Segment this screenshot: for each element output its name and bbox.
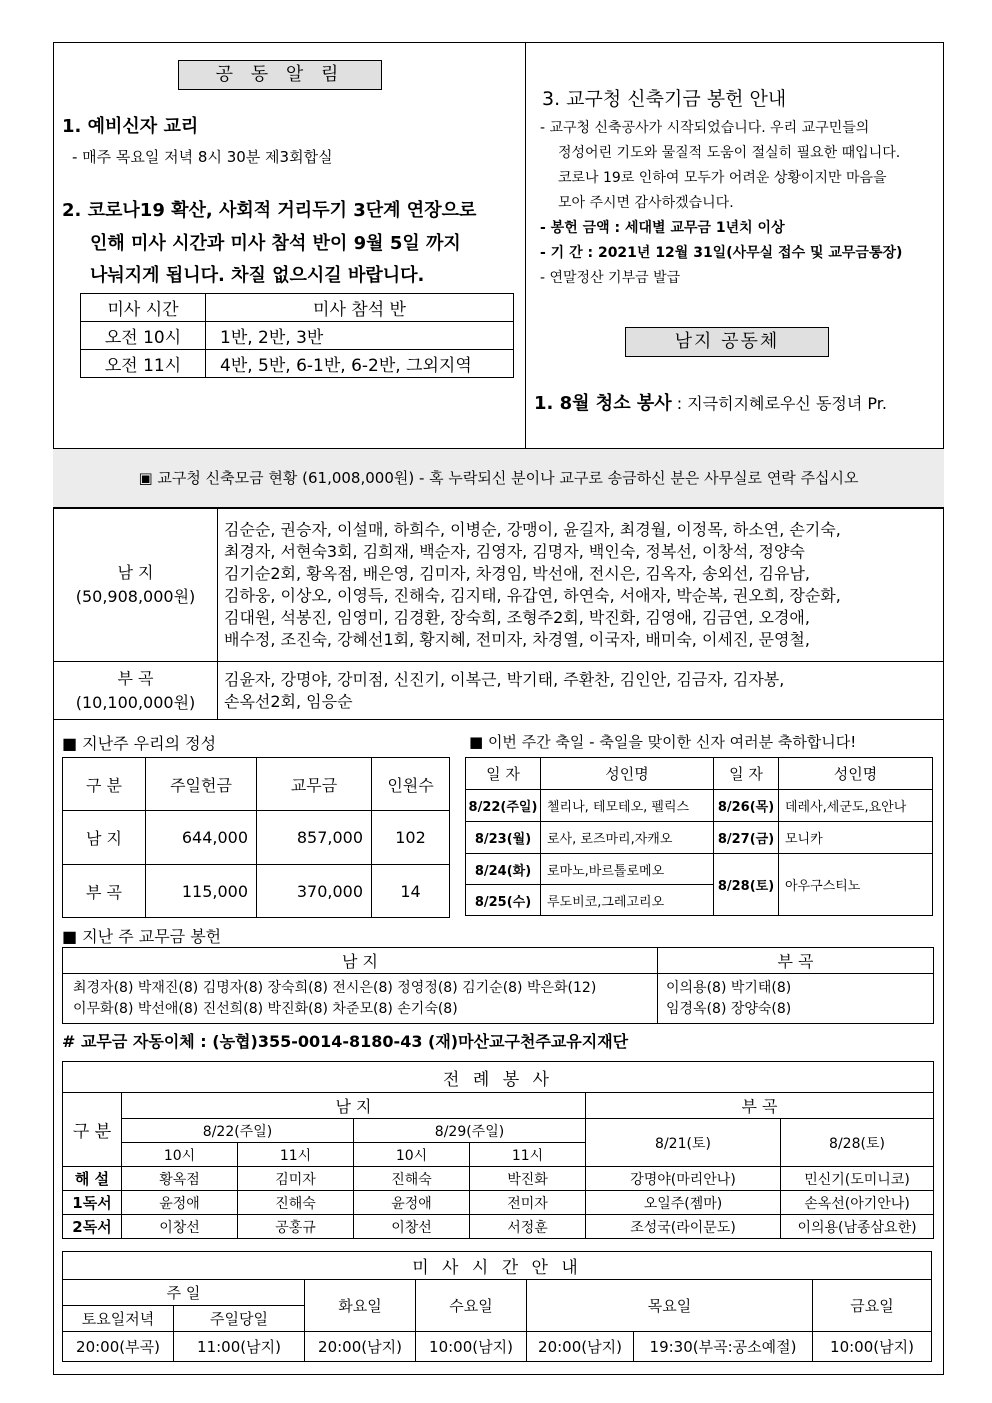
feast-saints: 데레사,세군도,요안나 <box>779 790 933 822</box>
liturgy-cell: 강명야(마리안나) <box>586 1167 781 1191</box>
feast-saints: 모니카 <box>779 822 933 854</box>
name-line: 최경자, 서현숙3회, 김희재, 백순자, 김영자, 김명자, 백인숙, 정복선, 이창석, 정양숙 <box>224 542 805 561</box>
liturgy-cell: 이의용(남종삼요한) <box>781 1215 934 1239</box>
feast-header: 성인명 <box>541 758 714 790</box>
dues-bugok-names <box>658 974 934 1024</box>
offering-header: 인원수 <box>372 758 450 811</box>
schedule-value: 20:00(남지) <box>305 1332 416 1362</box>
liturgy-role: 1독서 <box>63 1191 122 1215</box>
feast-header: 일 자 <box>466 758 541 790</box>
name-line: 김순순, 권승자, 이설매, 하희수, 이병순, 강맹이, 윤길자, 최경월, 이정목, 하소연, 손기숙, <box>224 520 841 539</box>
name-line: 손옥선2회, 임응순 <box>224 691 353 711</box>
dues-table <box>62 947 934 1024</box>
liturgy-cell: 박진화 <box>470 1167 586 1191</box>
schedule-table <box>62 1251 932 1362</box>
feast-date: 8/23(월) <box>466 822 541 854</box>
liturgy-cell: 김미자 <box>238 1167 354 1191</box>
feast-saints: 로사, 로즈마리,자캐오 <box>541 822 714 854</box>
schedule-sun-day: 주일당일 <box>174 1306 305 1332</box>
fund-namji-amount: (50,908,000원) <box>75 587 196 606</box>
schedule-title: 미 사 시 간 안 내 <box>63 1252 932 1280</box>
column-divider <box>525 42 526 448</box>
cleaning-service <box>534 389 887 415</box>
table-header: 미사 시간 <box>81 294 206 322</box>
offering-cell: 857,000 <box>257 811 372 865</box>
offering-cell: 14 <box>372 865 450 918</box>
dues-line: 임경옥(8) 장양숙(8) <box>666 1000 792 1017</box>
feast-date: 8/26(목) <box>714 790 779 822</box>
fund-namji-names <box>218 509 944 662</box>
liturgy-cell: 오일주(젬마) <box>586 1191 781 1215</box>
item3-title: 3. 교구청 신축기금 봉헌 안내 <box>542 88 787 110</box>
notice-title: 공 동 알 림 <box>178 60 382 90</box>
feast-saints: 루도비코,그레고리오 <box>541 885 714 916</box>
liturgy-cell: 진해숙 <box>238 1191 354 1215</box>
name-line: 배수정, 조진숙, 강혜선1회, 황지혜, 전미자, 차경열, 이국자, 배미숙, 이세진, 문영철, <box>224 630 810 649</box>
dues-line: 이의용(8) 박기태(8) <box>666 979 792 996</box>
table-cell: 오전 11시 <box>81 350 206 378</box>
liturgy-gubun: 구 분 <box>63 1093 122 1167</box>
liturgy-time: 11시 <box>470 1143 586 1167</box>
liturgy-bugok: 부 곡 <box>586 1093 934 1119</box>
liturgy-time: 11시 <box>238 1143 354 1167</box>
table-cell: 4반, 5반, 6-1반, 6-2반, 그외지역 <box>206 350 514 378</box>
item3-line: - 기 간 : 2021년 12월 31일(사무실 접수 및 교무금통장) <box>540 245 903 261</box>
feast-table <box>465 757 933 916</box>
schedule-value: 11:00(남지) <box>174 1332 305 1362</box>
liturgy-cell: 손옥선(아기안나) <box>781 1191 934 1215</box>
schedule-value: 10:00(남지) <box>813 1332 932 1362</box>
liturgy-role: 해 설 <box>63 1167 122 1191</box>
liturgy-role: 2독서 <box>63 1215 122 1239</box>
mass-class-table <box>80 293 514 378</box>
liturgy-cell: 민신기(도미니코) <box>781 1167 934 1191</box>
table-cell: 오전 10시 <box>81 322 206 350</box>
table-cell: 1반, 2반, 3반 <box>206 322 514 350</box>
dues-line: 이무화(8) 박선애(8) 진선희(8) 박진화(8) 차준모(8) 손기숙(8) <box>73 1000 458 1017</box>
fund-bugok-names <box>218 662 944 720</box>
item1-title: 1. 예비신자 교리 <box>62 116 199 137</box>
dues-bugok-header: 부 곡 <box>658 948 934 974</box>
cleaning-text: : 지극히지혜로우신 동정녀 Pr. <box>676 394 887 413</box>
feast-saints: 첼리나, 테모테오, 펠릭스 <box>541 790 714 822</box>
liturgy-cell: 공홍규 <box>238 1215 354 1239</box>
feast-title: ■ 이번 주간 축일 - 축일을 맞이한 신자 여러분 축하합니다! <box>469 733 857 751</box>
feast-header: 일 자 <box>714 758 779 790</box>
liturgy-date: 8/29(주일) <box>354 1119 586 1143</box>
offering-title: ■ 지난주 우리의 정성 <box>62 734 217 753</box>
name-line: 김윤자, 강명야, 강미점, 신진기, 이복근, 박기태, 주환찬, 김인안, 김금자, 김자봉, <box>224 669 785 689</box>
liturgy-cell: 윤정애 <box>354 1191 470 1215</box>
dues-title: ■ 지난 주 교무금 봉헌 <box>62 927 222 946</box>
feast-date: 8/25(수) <box>466 885 541 916</box>
liturgy-namji: 남 지 <box>122 1093 586 1119</box>
item2-line: 2. 코로나19 확산, 사회적 거리두기 3단계 연장으로 <box>62 200 477 221</box>
offering-header: 주일헌금 <box>146 758 257 811</box>
feast-date: 8/24(화) <box>466 854 541 885</box>
liturgy-cell: 조성국(라이문도) <box>586 1215 781 1239</box>
feast-date: 8/28(토) <box>714 854 779 916</box>
name-line: 김기순2회, 황옥점, 배은영, 김미자, 차경임, 박선애, 전시은, 김옥자, 송외선, 김유남, <box>224 564 810 583</box>
liturgy-date: 8/21(토) <box>586 1119 781 1167</box>
liturgy-time: 10시 <box>354 1143 470 1167</box>
dues-namji-names <box>63 974 658 1024</box>
schedule-wed: 수요일 <box>416 1280 527 1332</box>
community-title: 남지 공동체 <box>625 327 829 357</box>
feast-date: 8/22(주일) <box>466 790 541 822</box>
liturgy-cell: 이창선 <box>122 1215 238 1239</box>
liturgy-table <box>62 1061 934 1239</box>
feast-header: 성인명 <box>779 758 933 790</box>
fund-namji-name: 남 지 <box>117 563 154 582</box>
schedule-value: 10:00(남지) <box>416 1332 527 1362</box>
liturgy-time: 10시 <box>122 1143 238 1167</box>
item3-line: 모아 주시면 감사하겠습니다. <box>558 195 734 211</box>
schedule-value: 20:00(부곡) <box>63 1332 174 1362</box>
liturgy-cell: 진해숙 <box>354 1167 470 1191</box>
fund-bugok-name: 부 곡 <box>117 668 154 688</box>
feast-saints: 로마노,바르톨로메오 <box>541 854 714 885</box>
item3-line: 정성어린 기도와 물질적 도움이 절실히 필요한 때입니다. <box>558 145 901 161</box>
item2-line: 인해 미사 시간과 미사 참석 반이 9월 5일 까지 <box>90 233 461 254</box>
transfer-info: # 교무금 자동이체 : (농협)355-0014-8180-43 (재)마산교구천주교유지재단 <box>62 1032 629 1051</box>
item1-text: - 매주 목요일 저녁 8시 30분 제3회합실 <box>72 148 333 166</box>
item3-line: 코로나 19로 인하여 모두가 어려운 상황이지만 마음을 <box>558 170 887 186</box>
item3-line: - 연말정산 기부금 발급 <box>540 270 681 286</box>
schedule-sunday: 주 일 <box>63 1280 305 1306</box>
dues-line: 최경자(8) 박재진(8) 김명자(8) 장숙희(8) 전시은(8) 정영정(8) 김기순(8) 박은화(12) <box>73 979 597 996</box>
item3-body <box>540 116 902 291</box>
offering-cell: 부 곡 <box>63 865 146 918</box>
schedule-fri: 금요일 <box>813 1280 932 1332</box>
offering-header: 구 분 <box>63 758 146 811</box>
liturgy-date: 8/22(주일) <box>122 1119 354 1143</box>
liturgy-cell: 황옥점 <box>122 1167 238 1191</box>
item3-line: - 교구청 신축공사가 시작되었습니다. 우리 교구민들의 <box>540 120 870 136</box>
liturgy-cell: 전미자 <box>470 1191 586 1215</box>
fund-bugok-label <box>54 662 218 720</box>
name-line: 김하웅, 이상오, 이영득, 진해숙, 김지태, 유갑연, 하연숙, 서애자, 박순복, 권오희, 장순화, <box>224 586 841 605</box>
cleaning-label: 1. 8월 청소 봉사 <box>534 393 672 414</box>
item3-line: - 봉헌 금액 : 세대별 교무금 1년치 이상 <box>540 220 785 236</box>
liturgy-cell: 윤정애 <box>122 1191 238 1215</box>
liturgy-cell: 이창선 <box>354 1215 470 1239</box>
fund-header: ▣ 교구청 신축모금 현황 (61,008,000원) - 혹 누락되신 분이나 교구로 송금하신 분은 사무실로 연락 주십시오 <box>53 449 944 508</box>
fund-namji-label <box>54 509 218 662</box>
offering-table <box>62 757 450 918</box>
offering-header: 교무금 <box>257 758 372 811</box>
feast-saints: 아우구스티노 <box>779 854 933 916</box>
schedule-thu: 목요일 <box>527 1280 813 1332</box>
schedule-value: 19:30(부곡:공소예절) <box>634 1332 813 1362</box>
schedule-sat-evening: 토요일저녁 <box>63 1306 174 1332</box>
fund-bugok-amount: (10,100,000원) <box>75 692 196 712</box>
table-header: 미사 참석 반 <box>206 294 514 322</box>
liturgy-cell: 서정훈 <box>470 1215 586 1239</box>
schedule-tue: 화요일 <box>305 1280 416 1332</box>
offering-cell: 115,000 <box>146 865 257 918</box>
item2-line: 나눠지게 됩니다. 차질 없으시길 바랍니다. <box>90 265 425 286</box>
offering-cell: 102 <box>372 811 450 865</box>
dues-namji-header: 남 지 <box>63 948 658 974</box>
liturgy-title: 전 례 봉 사 <box>63 1062 934 1093</box>
liturgy-date: 8/28(토) <box>781 1119 934 1167</box>
offering-cell: 370,000 <box>257 865 372 918</box>
offering-cell: 남 지 <box>63 811 146 865</box>
feast-date: 8/27(금) <box>714 822 779 854</box>
fund-table <box>53 508 944 720</box>
schedule-value: 20:00(남지) <box>527 1332 634 1362</box>
name-line: 김대원, 석봉진, 임영미, 김경환, 장숙희, 조형주2회, 박진화, 김영애, 김금연, 오경애, <box>224 608 810 627</box>
offering-cell: 644,000 <box>146 811 257 865</box>
